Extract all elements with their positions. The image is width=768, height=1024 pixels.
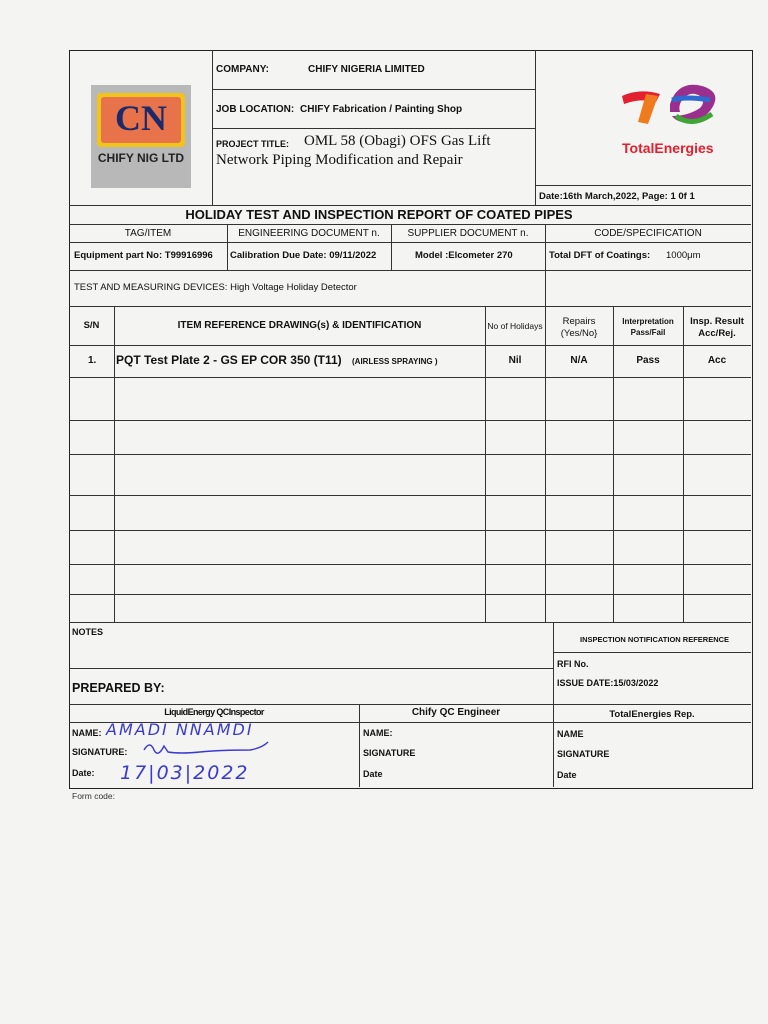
project-title-line2: Network Piping Modification and Repair (216, 152, 463, 168)
row1-holidays: Nil (508, 355, 522, 366)
signature-icon (140, 738, 280, 760)
supplier-document-header: SUPPLIER DOCUMENT n. (407, 228, 529, 239)
form-code: Form code: (72, 791, 115, 801)
date-label-2: Date (363, 769, 383, 779)
totalenergies-swoosh-icon (600, 76, 740, 131)
signature-scribble (140, 738, 280, 765)
company-value: CHIFY NIGERIA LIMITED (308, 64, 425, 75)
date-label-3: Date (557, 770, 577, 780)
rule (114, 306, 115, 622)
row1-item-note: (AIRLESS SPRAYING ) (352, 357, 438, 366)
item-reference-header: ITEM REFERENCE DRAWING(s) & IDENTIFICATION (177, 320, 422, 331)
rfi-no: RFI No. (557, 659, 589, 669)
test-devices: TEST AND MEASURING DEVICES: High Voltage Holiday Detector (74, 282, 357, 293)
rule (613, 306, 614, 622)
job-location-label: JOB LOCATION: (216, 104, 295, 115)
rule (535, 185, 751, 186)
row1-repairs: N/A (570, 355, 588, 366)
report-title: HOLIDAY TEST AND INSPECTION REPORT OF COATED PIPES (185, 207, 573, 222)
liquidenergy-qc-inspector: LiquidEnergy QCInspector (164, 707, 264, 717)
chify-logo-name: CHIFY NIG LTD (97, 151, 185, 165)
rule (69, 704, 751, 705)
signature-label-2: SIGNATURE (363, 748, 416, 758)
signature-label-1: SIGNATURE: (72, 747, 128, 757)
rule (69, 270, 751, 271)
insp-result-header: Insp. Result (690, 316, 744, 327)
company-label: COMPANY: (216, 64, 269, 75)
dft-value: 1000μm (666, 250, 701, 261)
totalenergies-name: TotalEnergies (622, 140, 714, 156)
row1-result: Acc (707, 355, 727, 366)
project-title-line1: OML 58 (Obagi) OFS Gas Lift (304, 133, 491, 149)
rule (212, 89, 535, 90)
insp-result-header-sub: Acc/Rej. (698, 328, 736, 339)
rule (69, 224, 751, 225)
table-row (69, 495, 751, 496)
rule (69, 205, 751, 206)
rule (69, 345, 751, 346)
chify-logo-mark (97, 93, 185, 147)
header-date: Date:16th March,2022, Page: 1 0f 1 (539, 191, 695, 202)
handwritten-date: 17|03|2022 (120, 762, 250, 784)
chify-logo (91, 85, 191, 188)
table-row (69, 454, 751, 455)
table-row (69, 564, 751, 565)
interpretation-header: Interpretation (622, 317, 674, 326)
rule (69, 622, 751, 623)
rule (69, 242, 751, 243)
date-label-1: Date: (72, 768, 95, 778)
name-label-3: NAME (557, 729, 584, 739)
model: Model :Elcometer 270 (415, 250, 513, 261)
rule (69, 306, 751, 307)
project-title-label: PROJECT TITLE: (216, 139, 290, 149)
name-label-1: NAME: (72, 728, 102, 738)
inspection-notification-reference: INSPECTION NOTIFICATION REFERENCE (580, 635, 730, 644)
table-row (69, 420, 751, 421)
sn-header: S/N (83, 320, 100, 331)
table-row (69, 530, 751, 531)
rule (553, 652, 751, 653)
table-row (69, 594, 751, 595)
rule (535, 50, 536, 205)
row1-sn: 1. (88, 355, 97, 366)
name-label-2: NAME: (363, 728, 393, 738)
tag-item-header: TAG/ITEM (124, 228, 172, 239)
holidays-header: No of Holidays (487, 321, 543, 331)
engineering-document-header: ENGINEERING DOCUMENT n. (238, 228, 380, 239)
job-location-value: CHIFY Fabrication / Painting Shop (300, 104, 463, 115)
rule (69, 668, 553, 669)
calibration-due-date: Calibration Due Date: 09/11/2022 (230, 250, 377, 261)
rule (212, 128, 535, 129)
notes-label: NOTES (72, 627, 104, 637)
totalenergies-rep: TotalEnergies Rep. (609, 709, 695, 720)
prepared-by: PREPARED BY: (72, 681, 165, 695)
rule (545, 270, 546, 306)
rule (545, 306, 546, 622)
chify-logo-letters: CN (115, 98, 167, 138)
row1-item: PQT Test Plate 2 - GS EP COR 350 (T11) (116, 353, 342, 367)
handwritten-name: AMADI NNAMDI (106, 720, 254, 739)
totalenergies-logo (600, 76, 740, 161)
issue-date: ISSUE DATE:15/03/2022 (557, 678, 659, 688)
repairs-header: Repairs (562, 316, 596, 327)
chify-qc-engineer: Chify QC Engineer (411, 707, 501, 718)
signature-label-3: SIGNATURE (557, 749, 610, 759)
repairs-header-sub: (Yes/No} (560, 328, 598, 339)
equipment-part-no: Equipment part No: T99916996 (74, 250, 213, 261)
rule (683, 306, 684, 622)
code-specification-header: CODE/SPECIFICATION (594, 228, 702, 239)
dft-label: Total DFT of Coatings: (549, 250, 651, 261)
interpretation-header-sub: Pass/Fail (630, 328, 666, 337)
rule (485, 306, 486, 622)
table-row (69, 377, 751, 378)
row1-interpretation: Pass (636, 355, 660, 366)
